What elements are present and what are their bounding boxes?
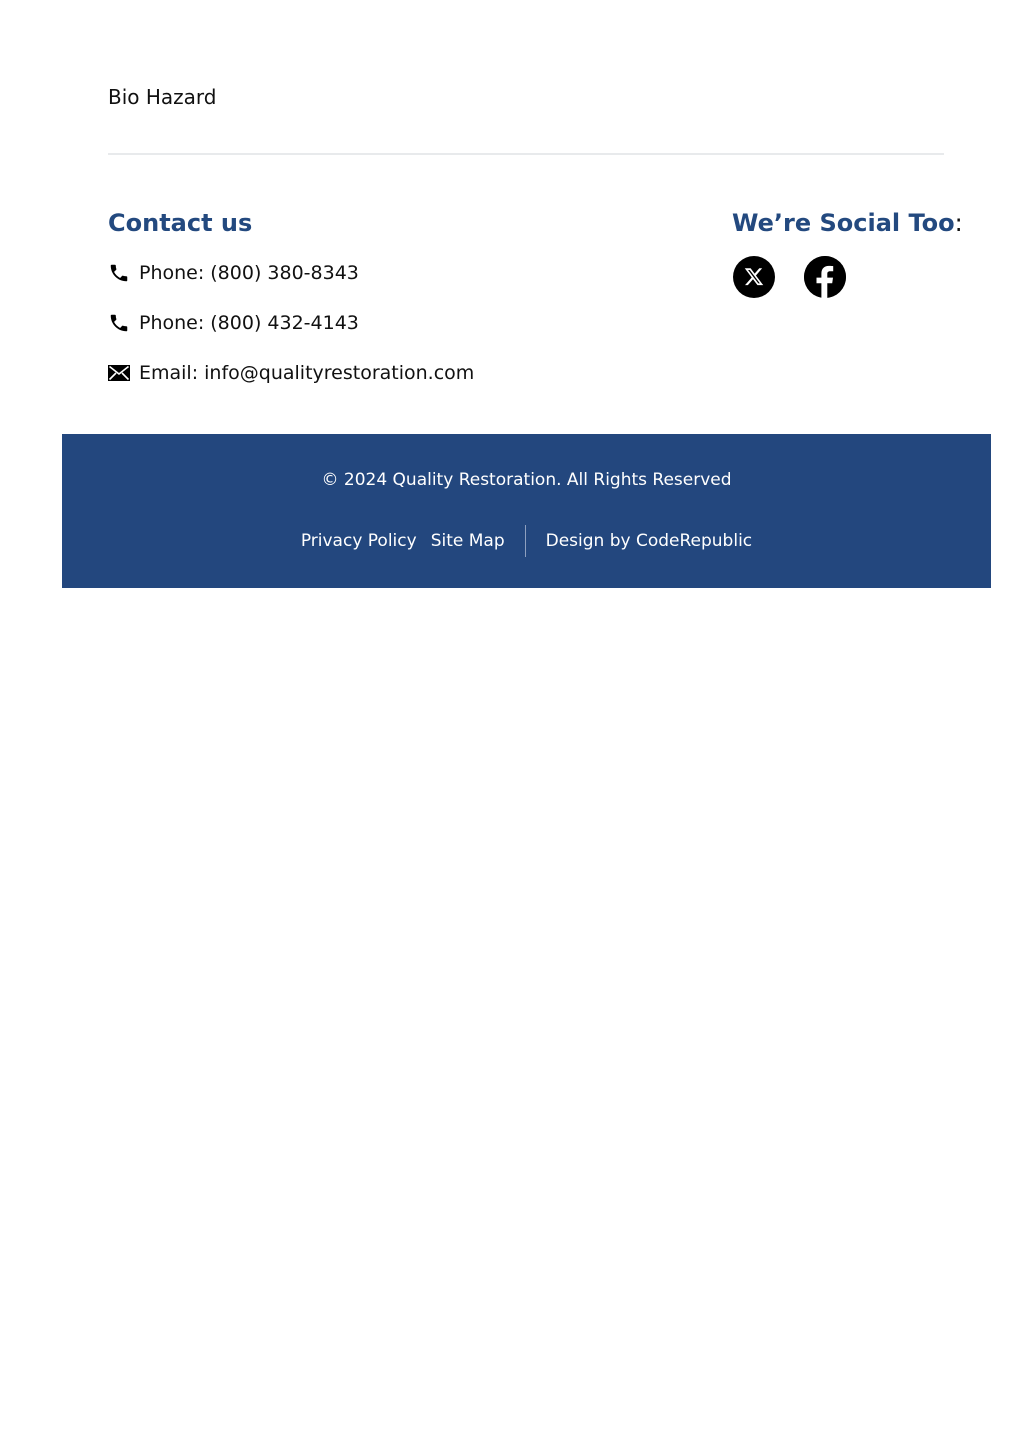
footer-links: [62, 525, 991, 557]
phone-link-1[interactable]: [108, 259, 359, 287]
email-label: Email:: [139, 362, 199, 384]
social-heading-text: We’re Social Too: [732, 209, 955, 237]
footer-separator: [525, 525, 526, 557]
site-map-link[interactable]: Site Map: [430, 531, 505, 551]
x-twitter-link[interactable]: [733, 256, 775, 298]
email-link[interactable]: [108, 359, 474, 387]
phone-number: (800) 432-4143: [210, 312, 359, 334]
privacy-policy-link[interactable]: Privacy Policy: [300, 531, 417, 551]
design-credit-link[interactable]: Design by CodeRepublic: [545, 531, 753, 551]
phone-link-2[interactable]: [108, 309, 359, 337]
service-link-bio-hazard[interactable]: Bio Hazard: [108, 85, 217, 109]
email-address: info@qualityrestoration.com: [204, 362, 475, 384]
phone-label: Phone:: [139, 262, 205, 284]
facebook-icon: [804, 256, 846, 298]
phone-icon: [108, 312, 130, 334]
social-heading-colon: :: [954, 209, 963, 237]
x-twitter-icon: [743, 266, 765, 288]
envelope-icon: [108, 362, 130, 384]
section-divider: [108, 153, 944, 155]
phone-number: (800) 380-8343: [210, 262, 359, 284]
phone-label: Phone:: [139, 312, 205, 334]
contact-heading: Contact us: [108, 209, 253, 237]
copyright-text: © 2024 Quality Restoration. All Rights Reserved: [321, 470, 732, 490]
facebook-link[interactable]: [804, 256, 846, 298]
footer-bar: [62, 434, 991, 588]
phone-icon: [108, 262, 130, 284]
social-heading: [732, 206, 963, 240]
